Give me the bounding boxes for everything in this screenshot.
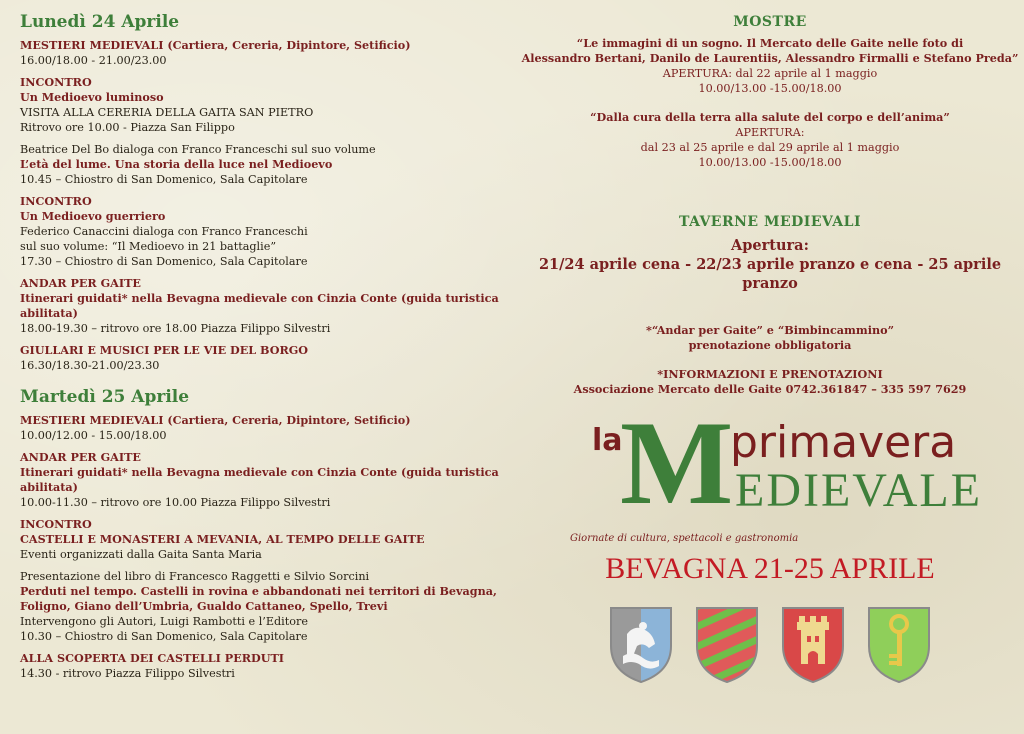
event-block [20, 343, 500, 373]
event-line: Perduti nel tempo. Castelli in rovina e abbandonati nei territori di Bevagna, [20, 584, 497, 598]
program-column [20, 8, 500, 688]
booking-note-line2: prenotazione obbligatoria [688, 338, 852, 352]
event-line: 17.30 – Chiostro di San Domenico, Sala Capitolare [20, 255, 308, 268]
day-title-tuesday: Martedì 25 Aprile [20, 387, 190, 407]
day-title-monday: Lunedì 24 Aprile [20, 12, 180, 32]
event-line: CASTELLI E MONASTERI A MEVANIA, AL TEMPO DELLE GAITE [20, 532, 425, 546]
event-block [20, 75, 500, 135]
event-block [20, 194, 500, 269]
event-line: Presentazione del libro di Francesco Raggetti e Silvio Sorcini [20, 570, 370, 583]
mostra-1-title-line1: “Le immagini di un sogno. Il Mercato delle Gaite nelle foto di [576, 36, 964, 50]
taverne-schedule: 21/24 aprile cena - 22/23 aprile pranzo e cena - 25 aprile pranzo [538, 256, 1002, 292]
event-line: Ritrovo ore 10.00 - Piazza San Filippo [20, 121, 235, 134]
event-line: 10.00/12.00 - 15.00/18.00 [20, 429, 167, 442]
event-heading: MESTIERI MEDIEVALI (Cartiera, Cereria, Dipintore, Setificio) [20, 413, 411, 427]
event-line: 16.00/18.00 - 21.00/23.00 [20, 54, 167, 67]
mostra-1 [520, 36, 1020, 96]
event-block [20, 450, 500, 510]
mostra-2-title: “Dalla cura della terra alla salute del corpo e dell’anima” [590, 110, 950, 124]
event-line: Itinerari guidati* nella Bevagna medievale con Cinzia Conte (guida turistica abilitata) [20, 465, 499, 494]
event-heading: INCONTRO [20, 194, 92, 208]
event-block [20, 276, 500, 336]
mostra-2-hours: 10.00/13.00 -15.00/18.00 [698, 156, 842, 169]
bevagna-dates: BEVAGNA 21-25 APRILE [605, 552, 935, 585]
event-block [20, 413, 500, 443]
event-line: Federico Canaccini dialoga con Franco Franceschi [20, 225, 308, 238]
event-line: L’età del lume. Una storia della luce nel Medioevo [20, 157, 333, 171]
event-block [20, 569, 500, 644]
event-line: 18.00-19.30 – ritrovo ore 18.00 Piazza Filippo Silvestri [20, 322, 331, 335]
event-heading: GIULLARI E MUSICI PER LE VIE DEL BORGO [20, 343, 309, 357]
event-line: 16.30/18.30-21.00/23.30 [20, 359, 160, 372]
event-line: 10.00-11.30 – ritrovo ore 10.00 Piazza Filippo Silvestri [20, 496, 331, 509]
event-line: Intervengono gli Autori, Luigi Rambotti e l’Editore [20, 615, 308, 628]
event-line: 10.45 – Chiostro di San Domenico, Sala Capitolare [20, 173, 308, 186]
gaita-san-giovanni-shield-icon [781, 606, 845, 684]
mostra-2-dates: dal 23 al 25 aprile e dal 29 aprile al 1 maggio [640, 141, 900, 154]
day1-events [20, 38, 500, 373]
mostra-1-opening: APERTURA: dal 22 aprile al 1 maggio [662, 67, 878, 80]
event-line: Beatrice Del Bo dialoga con Franco Franceschi sul suo volume [20, 143, 376, 156]
info-title: *INFORMAZIONI E PRENOTAZIONI [657, 367, 883, 381]
event-block [20, 517, 500, 562]
event-heading: MESTIERI MEDIEVALI (Cartiera, Cereria, Dipintore, Setificio) [20, 38, 411, 52]
event-heading: INCONTRO [20, 517, 92, 531]
primavera-medievale-logo [560, 396, 983, 535]
gaite-shields [520, 606, 1020, 684]
event-block [20, 38, 500, 68]
event-line: Foligno, Giano dell’Umbria, Gualdo Cattaneo, Spello, Trevi [20, 599, 388, 613]
event-line: Un Medioevo luminoso [20, 90, 164, 104]
mostre-title: MOSTRE [733, 14, 807, 30]
event-block [20, 651, 500, 681]
event-line: 14.30 - ritrovo Piazza Filippo Silvestri [20, 667, 235, 680]
mostra-2-opening: APERTURA: [735, 126, 805, 139]
gaita-san-pietro-shield-icon [867, 606, 931, 684]
mostra-1-title-line2: Alessandro Bertani, Danilo de Laurentiis, Alessandro Firmalli e Stefano Preda” [521, 51, 1019, 65]
logo-letter-m: M [620, 396, 734, 529]
logo-primavera: primavera [730, 417, 957, 468]
event-heading: INCONTRO [20, 75, 92, 89]
info-column [520, 8, 1020, 684]
event-heading: ALLA SCOPERTA DEI CASTELLI PERDUTI [20, 651, 285, 665]
gaita-san-giorgio-shield-icon [609, 606, 673, 684]
event-line: Itinerari guidati* nella Bevagna medievale con Cinzia Conte (guida turistica abilitata) [20, 291, 499, 320]
event-heading: ANDAR PER GAITE [20, 276, 141, 290]
logo-edievale: EDIEVALE [735, 464, 983, 517]
event-block [20, 142, 500, 187]
gaita-santa-maria-shield-icon [695, 606, 759, 684]
booking-note-line1: *“Andar per Gaite” e “Bimbincammino” [645, 323, 895, 337]
info-contacts: Associazione Mercato delle Gaite 0742.361847 – 335 597 7629 [573, 382, 967, 396]
mostra-2 [520, 110, 1020, 170]
tagline: Giornate di cultura, spettacoli e gastronomia [570, 533, 799, 544]
event-line: Un Medioevo guerriero [20, 209, 166, 223]
day2-events [20, 413, 500, 681]
logo-la: la [592, 423, 623, 458]
mostra-1-hours: 10.00/13.00 -15.00/18.00 [698, 82, 842, 95]
event-line: sul suo volume: “Il Medioevo in 21 battaglie” [20, 240, 277, 253]
event-line: 10.30 – Chiostro di San Domenico, Sala Capitolare [20, 630, 308, 643]
event-line: VISITA ALLA CERERIA DELLA GAITA SAN PIETRO [20, 106, 314, 119]
event-line: Eventi organizzati dalla Gaita Santa Maria [20, 548, 262, 561]
event-heading: ANDAR PER GAITE [20, 450, 141, 464]
taverne-opening-label: Apertura: [731, 237, 809, 254]
taverne-title: TAVERNE MEDIEVALI [678, 214, 862, 230]
